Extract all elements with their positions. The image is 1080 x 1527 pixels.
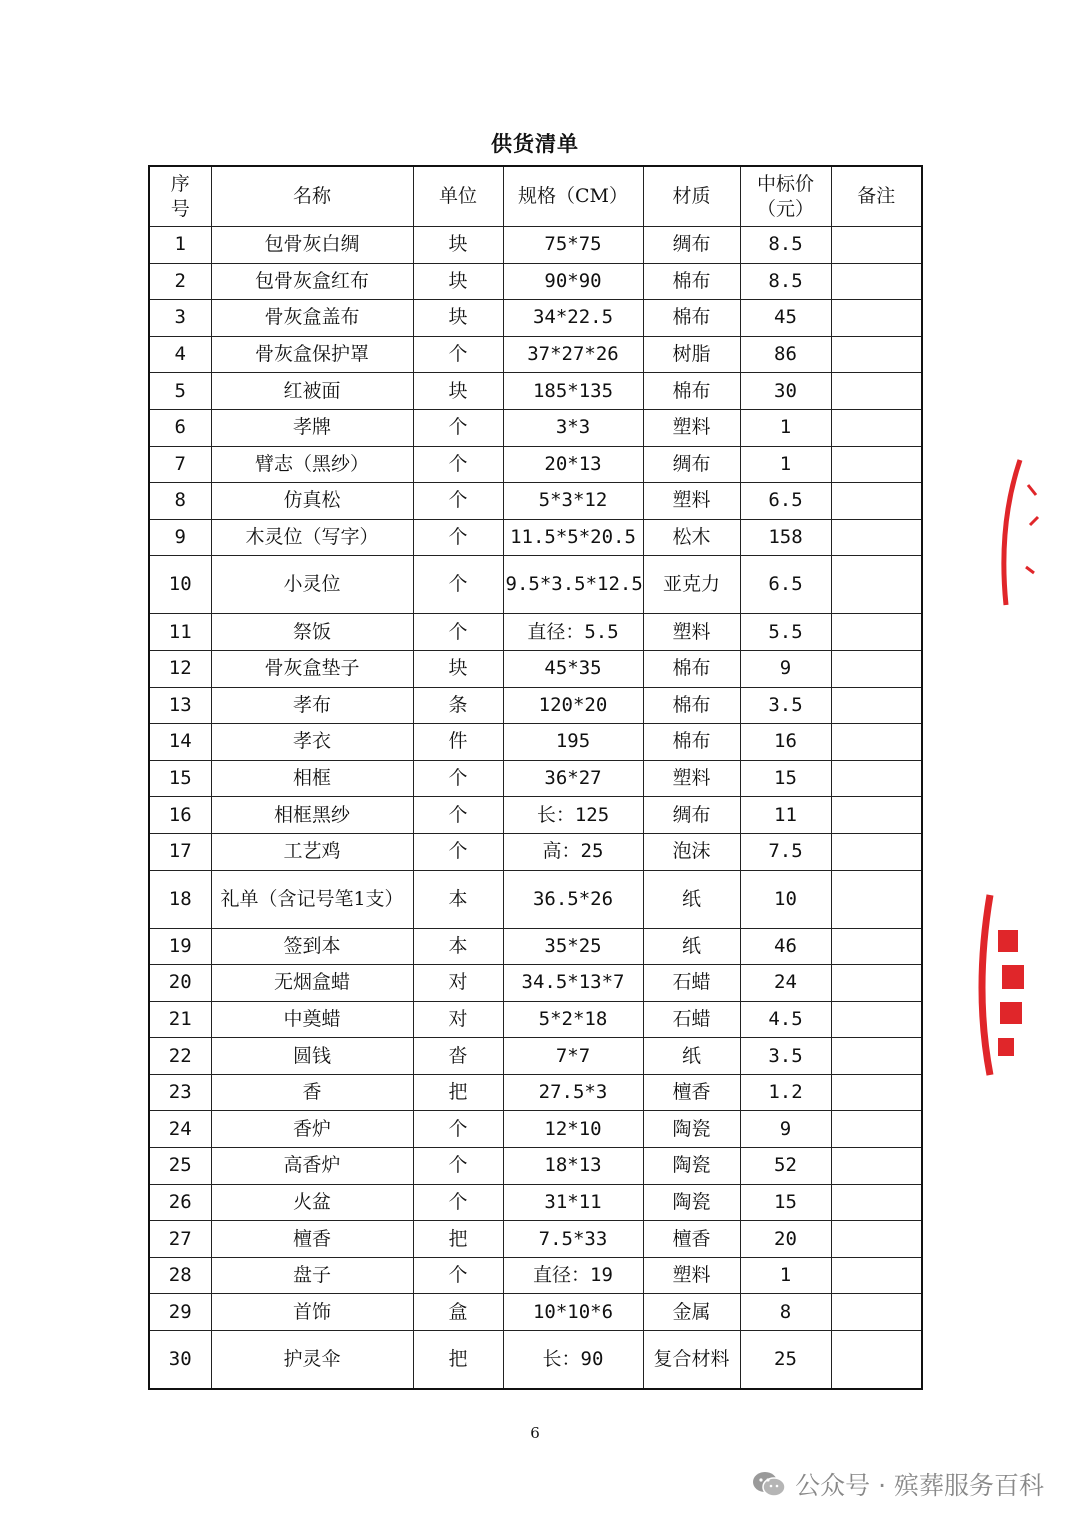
cell-name: 红被面 xyxy=(211,373,413,410)
cell-unit: 个 xyxy=(413,1111,503,1148)
cell-name: 祭饭 xyxy=(211,614,413,651)
cell-price: 30 xyxy=(740,373,831,410)
cell-name: 木灵位（写字） xyxy=(211,519,413,556)
cell-unit: 盒 xyxy=(413,1294,503,1331)
cell-spec: 185*135 xyxy=(503,373,643,410)
table-row xyxy=(149,1221,922,1258)
cell-note xyxy=(831,446,922,483)
cell-price: 25 xyxy=(740,1331,831,1389)
cell-unit: 个 xyxy=(413,797,503,834)
cell-price: 52 xyxy=(740,1148,831,1185)
cell-note xyxy=(831,833,922,870)
cell-material: 檀香 xyxy=(643,1221,740,1258)
header-spec: 规格（CM） xyxy=(503,166,643,227)
cell-serial: 1 xyxy=(149,227,211,264)
cell-unit: 块 xyxy=(413,300,503,337)
cell-spec: 34*22.5 xyxy=(503,300,643,337)
cell-serial: 12 xyxy=(149,650,211,687)
table-row xyxy=(149,1331,922,1389)
table-row xyxy=(149,1001,922,1038)
table-row xyxy=(149,483,922,520)
cell-serial: 18 xyxy=(149,870,211,928)
cell-name: 护灵伞 xyxy=(211,1331,413,1389)
table-row xyxy=(149,556,922,614)
cell-name: 包骨灰盒红布 xyxy=(211,263,413,300)
cell-unit: 块 xyxy=(413,227,503,264)
cell-price: 11 xyxy=(740,797,831,834)
cell-spec: 3*3 xyxy=(503,409,643,446)
table-row xyxy=(149,870,922,928)
cell-serial: 11 xyxy=(149,614,211,651)
header-name: 名称 xyxy=(211,166,413,227)
cell-serial: 25 xyxy=(149,1148,211,1185)
cell-note xyxy=(831,336,922,373)
cell-serial: 3 xyxy=(149,300,211,337)
cell-unit: 个 xyxy=(413,1257,503,1294)
cell-price: 8 xyxy=(740,1294,831,1331)
cell-serial: 13 xyxy=(149,687,211,724)
cell-unit: 本 xyxy=(413,870,503,928)
cell-note xyxy=(831,687,922,724)
cell-serial: 14 xyxy=(149,724,211,761)
cell-material: 陶瓷 xyxy=(643,1184,740,1221)
cell-note xyxy=(831,1294,922,1331)
cell-note xyxy=(831,1148,922,1185)
document-title: 供货清单 xyxy=(491,131,579,156)
cell-name: 相框 xyxy=(211,760,413,797)
cell-unit: 把 xyxy=(413,1221,503,1258)
cell-material: 棉布 xyxy=(643,650,740,687)
cell-name: 中奠蜡 xyxy=(211,1001,413,1038)
table-row xyxy=(149,1074,922,1111)
watermark xyxy=(751,1466,1044,1502)
cell-spec: 5*3*12 xyxy=(503,483,643,520)
cell-note xyxy=(831,928,922,965)
cell-name: 檀香 xyxy=(211,1221,413,1258)
cell-serial: 20 xyxy=(149,965,211,1002)
table-row xyxy=(149,687,922,724)
cell-price: 15 xyxy=(740,1184,831,1221)
cell-unit: 对 xyxy=(413,965,503,1002)
cell-note xyxy=(831,1221,922,1258)
cell-name: 仿真松 xyxy=(211,483,413,520)
cell-unit: 个 xyxy=(413,519,503,556)
cell-serial: 7 xyxy=(149,446,211,483)
cell-unit: 沓 xyxy=(413,1038,503,1075)
table-row xyxy=(149,650,922,687)
cell-material: 松木 xyxy=(643,519,740,556)
cell-note xyxy=(831,797,922,834)
cell-serial: 26 xyxy=(149,1184,211,1221)
cell-material: 棉布 xyxy=(643,687,740,724)
cell-spec: 120*20 xyxy=(503,687,643,724)
cell-price: 1 xyxy=(740,409,831,446)
cell-unit: 个 xyxy=(413,409,503,446)
cell-material: 亚克力 xyxy=(643,556,740,614)
cell-name: 香 xyxy=(211,1074,413,1111)
header-material: 材质 xyxy=(643,166,740,227)
cell-serial: 6 xyxy=(149,409,211,446)
cell-unit: 对 xyxy=(413,1001,503,1038)
cell-unit: 个 xyxy=(413,833,503,870)
cell-serial: 30 xyxy=(149,1331,211,1389)
cell-spec: 90*90 xyxy=(503,263,643,300)
cell-spec: 直径：5.5 xyxy=(503,614,643,651)
table-row xyxy=(149,263,922,300)
cell-unit: 个 xyxy=(413,556,503,614)
cell-unit: 个 xyxy=(413,446,503,483)
table-row xyxy=(149,300,922,337)
cell-material: 树脂 xyxy=(643,336,740,373)
cell-name: 高香炉 xyxy=(211,1148,413,1185)
cell-unit: 个 xyxy=(413,483,503,520)
cell-price: 9 xyxy=(740,650,831,687)
watermark-text: 公众号 · 殡葬服务百科 xyxy=(795,1471,1044,1500)
cell-material: 绸布 xyxy=(643,797,740,834)
cell-price: 1 xyxy=(740,1257,831,1294)
table-row xyxy=(149,227,922,264)
cell-note xyxy=(831,1074,922,1111)
cell-note xyxy=(831,227,922,264)
cell-material: 纸 xyxy=(643,928,740,965)
cell-unit: 把 xyxy=(413,1074,503,1111)
cell-spec: 20*13 xyxy=(503,446,643,483)
cell-material: 纸 xyxy=(643,870,740,928)
table-row xyxy=(149,373,922,410)
cell-serial: 8 xyxy=(149,483,211,520)
cell-price: 1.2 xyxy=(740,1074,831,1111)
cell-spec: 34.5*13*7 xyxy=(503,965,643,1002)
cell-spec: 36.5*26 xyxy=(503,870,643,928)
cell-price: 10 xyxy=(740,870,831,928)
cell-material: 泡沫 xyxy=(643,833,740,870)
table-row xyxy=(149,1184,922,1221)
cell-name: 孝布 xyxy=(211,687,413,724)
cell-price: 8.5 xyxy=(740,263,831,300)
header-note: 备注 xyxy=(831,166,922,227)
table-row xyxy=(149,1038,922,1075)
cell-name: 相框黑纱 xyxy=(211,797,413,834)
cell-price: 20 xyxy=(740,1221,831,1258)
cell-spec: 18*13 xyxy=(503,1148,643,1185)
cell-price: 9 xyxy=(740,1111,831,1148)
cell-unit: 个 xyxy=(413,1184,503,1221)
cell-price: 15 xyxy=(740,760,831,797)
cell-spec: 36*27 xyxy=(503,760,643,797)
table-row xyxy=(149,760,922,797)
cell-price: 6.5 xyxy=(740,556,831,614)
cell-note xyxy=(831,650,922,687)
header-serial: 序号 xyxy=(149,166,211,227)
cell-material: 陶瓷 xyxy=(643,1148,740,1185)
cell-spec: 7.5*33 xyxy=(503,1221,643,1258)
cell-spec: 10*10*6 xyxy=(503,1294,643,1331)
cell-serial: 29 xyxy=(149,1294,211,1331)
cell-spec: 高：25 xyxy=(503,833,643,870)
table-row xyxy=(149,833,922,870)
cell-name: 火盆 xyxy=(211,1184,413,1221)
cell-name: 骨灰盒垫子 xyxy=(211,650,413,687)
cell-note xyxy=(831,870,922,928)
cell-material: 檀香 xyxy=(643,1074,740,1111)
cell-serial: 5 xyxy=(149,373,211,410)
cell-material: 金属 xyxy=(643,1294,740,1331)
wechat-icon xyxy=(751,1469,787,1499)
table-body xyxy=(149,227,922,1389)
cell-note xyxy=(831,965,922,1002)
header-unit: 单位 xyxy=(413,166,503,227)
header-price: 中标价（元） xyxy=(740,166,831,227)
table-row xyxy=(149,446,922,483)
cell-name: 小灵位 xyxy=(211,556,413,614)
cell-price: 158 xyxy=(740,519,831,556)
cell-price: 16 xyxy=(740,724,831,761)
cell-material: 塑料 xyxy=(643,614,740,651)
cell-note xyxy=(831,409,922,446)
table-row xyxy=(149,409,922,446)
supply-list-table xyxy=(148,165,923,1390)
cell-price: 7.5 xyxy=(740,833,831,870)
cell-spec: 12*10 xyxy=(503,1111,643,1148)
cell-material: 陶瓷 xyxy=(643,1111,740,1148)
cell-spec: 长：125 xyxy=(503,797,643,834)
cell-material: 棉布 xyxy=(643,300,740,337)
cell-note xyxy=(831,556,922,614)
cell-price: 46 xyxy=(740,928,831,965)
cell-price: 45 xyxy=(740,300,831,337)
cell-unit: 个 xyxy=(413,760,503,797)
cell-unit: 个 xyxy=(413,1148,503,1185)
cell-name: 工艺鸡 xyxy=(211,833,413,870)
cell-name: 礼单（含记号笔1支） xyxy=(211,870,413,928)
cell-serial: 21 xyxy=(149,1001,211,1038)
table-row xyxy=(149,1111,922,1148)
cell-note xyxy=(831,263,922,300)
cell-spec: 35*25 xyxy=(503,928,643,965)
cell-price: 8.5 xyxy=(740,227,831,264)
cell-name: 香炉 xyxy=(211,1111,413,1148)
cell-name: 首饰 xyxy=(211,1294,413,1331)
cell-material: 棉布 xyxy=(643,263,740,300)
cell-note xyxy=(831,373,922,410)
cell-material: 绸布 xyxy=(643,446,740,483)
cell-spec: 直径：19 xyxy=(503,1257,643,1294)
cell-spec: 11.5*5*20.5 xyxy=(503,519,643,556)
cell-unit: 条 xyxy=(413,687,503,724)
cell-serial: 27 xyxy=(149,1221,211,1258)
cell-material: 石蜡 xyxy=(643,965,740,1002)
cell-unit: 把 xyxy=(413,1331,503,1389)
cell-spec: 37*27*26 xyxy=(503,336,643,373)
cell-note xyxy=(831,614,922,651)
cell-spec: 长：90 xyxy=(503,1331,643,1389)
cell-material: 纸 xyxy=(643,1038,740,1075)
cell-serial: 17 xyxy=(149,833,211,870)
cell-price: 3.5 xyxy=(740,1038,831,1075)
cell-serial: 9 xyxy=(149,519,211,556)
cell-unit: 本 xyxy=(413,928,503,965)
table-header-row xyxy=(149,166,922,227)
cell-unit: 个 xyxy=(413,614,503,651)
cell-note xyxy=(831,519,922,556)
cell-note xyxy=(831,1331,922,1389)
cell-serial: 22 xyxy=(149,1038,211,1075)
cell-note xyxy=(831,1184,922,1221)
cell-note xyxy=(831,483,922,520)
cell-material: 绸布 xyxy=(643,227,740,264)
cell-spec: 75*75 xyxy=(503,227,643,264)
cell-material: 石蜡 xyxy=(643,1001,740,1038)
cell-material: 塑料 xyxy=(643,1257,740,1294)
table-row xyxy=(149,519,922,556)
cell-price: 1 xyxy=(740,446,831,483)
cell-spec: 7*7 xyxy=(503,1038,643,1075)
cell-note xyxy=(831,1001,922,1038)
cell-material: 棉布 xyxy=(643,724,740,761)
cell-price: 4.5 xyxy=(740,1001,831,1038)
table-row xyxy=(149,928,922,965)
cell-material: 塑料 xyxy=(643,409,740,446)
cell-name: 骨灰盒盖布 xyxy=(211,300,413,337)
cell-price: 5.5 xyxy=(740,614,831,651)
cell-name: 臂志（黑纱） xyxy=(211,446,413,483)
cell-serial: 16 xyxy=(149,797,211,834)
cell-spec: 9.5*3.5*12.5 xyxy=(503,556,643,614)
table-row xyxy=(149,614,922,651)
cell-spec: 31*11 xyxy=(503,1184,643,1221)
cell-unit: 块 xyxy=(413,650,503,687)
cell-serial: 4 xyxy=(149,336,211,373)
cell-serial: 19 xyxy=(149,928,211,965)
cell-note xyxy=(831,760,922,797)
table-row xyxy=(149,336,922,373)
cell-serial: 15 xyxy=(149,760,211,797)
cell-name: 骨灰盒保护罩 xyxy=(211,336,413,373)
cell-serial: 10 xyxy=(149,556,211,614)
cell-price: 86 xyxy=(740,336,831,373)
cell-name: 包骨灰白绸 xyxy=(211,227,413,264)
cell-serial: 2 xyxy=(149,263,211,300)
table-row xyxy=(149,724,922,761)
cell-name: 签到本 xyxy=(211,928,413,965)
cell-unit: 块 xyxy=(413,263,503,300)
cell-unit: 块 xyxy=(413,373,503,410)
table-row xyxy=(149,797,922,834)
cell-spec: 195 xyxy=(503,724,643,761)
cell-price: 24 xyxy=(740,965,831,1002)
cell-unit: 件 xyxy=(413,724,503,761)
cell-material: 塑料 xyxy=(643,760,740,797)
table-row xyxy=(149,1148,922,1185)
page-number: 6 xyxy=(530,1424,540,1442)
cell-spec: 27.5*3 xyxy=(503,1074,643,1111)
cell-serial: 24 xyxy=(149,1111,211,1148)
cell-note xyxy=(831,300,922,337)
cell-name: 无烟盒蜡 xyxy=(211,965,413,1002)
seal-stamp-top xyxy=(990,455,1050,615)
cell-note xyxy=(831,1111,922,1148)
cell-unit: 个 xyxy=(413,336,503,373)
cell-serial: 23 xyxy=(149,1074,211,1111)
cell-serial: 28 xyxy=(149,1257,211,1294)
cell-price: 6.5 xyxy=(740,483,831,520)
table-row xyxy=(149,1294,922,1331)
cell-note xyxy=(831,724,922,761)
cell-name: 孝衣 xyxy=(211,724,413,761)
cell-material: 塑料 xyxy=(643,483,740,520)
cell-name: 盘子 xyxy=(211,1257,413,1294)
table-row xyxy=(149,1257,922,1294)
cell-material: 复合材料 xyxy=(643,1331,740,1389)
cell-spec: 45*35 xyxy=(503,650,643,687)
seal-stamp-bottom xyxy=(972,890,1052,1080)
cell-material: 棉布 xyxy=(643,373,740,410)
cell-name: 孝牌 xyxy=(211,409,413,446)
cell-price: 3.5 xyxy=(740,687,831,724)
cell-spec: 5*2*18 xyxy=(503,1001,643,1038)
cell-note xyxy=(831,1257,922,1294)
table-row xyxy=(149,965,922,1002)
cell-note xyxy=(831,1038,922,1075)
cell-name: 圆钱 xyxy=(211,1038,413,1075)
